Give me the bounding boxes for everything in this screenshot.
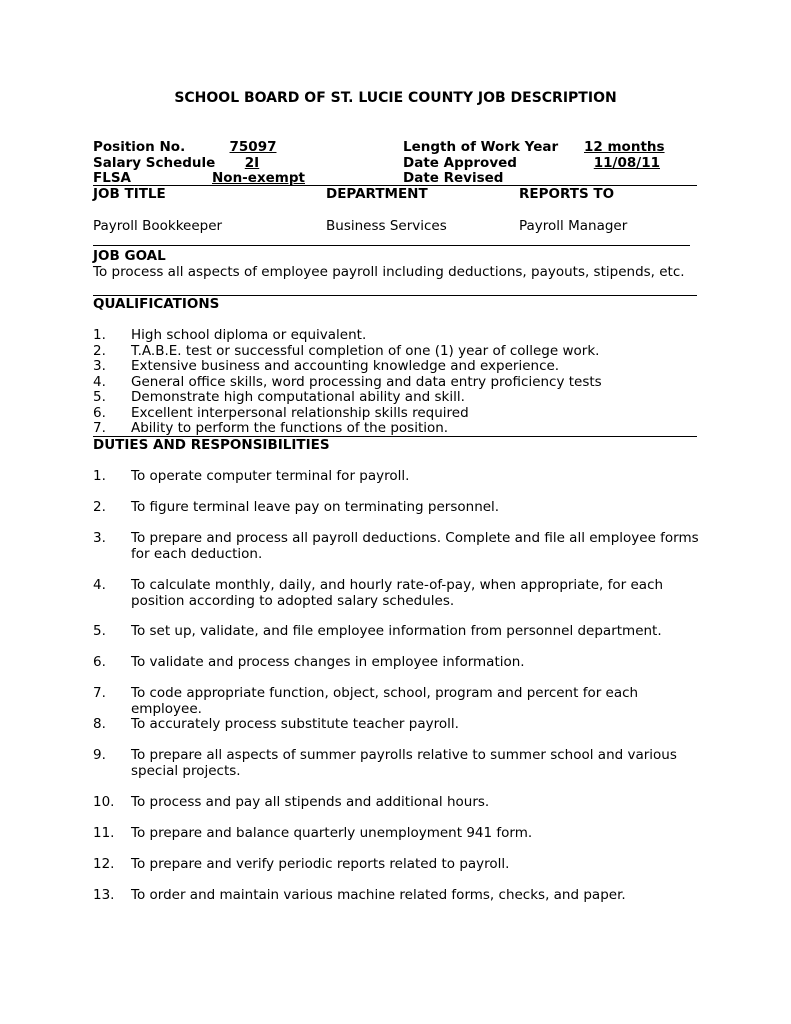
duty-number: 13. <box>93 887 115 903</box>
duty-item: To set up, validate, and file employee information from personnel department. <box>131 623 662 639</box>
duty-number: 4. <box>93 577 106 593</box>
qualification-item: Ability to perform the functions of the position. <box>131 420 449 436</box>
qualification-number: 3. <box>93 358 106 374</box>
qualification-item: Demonstrate high computational ability and skill. <box>131 389 465 405</box>
date-approved-label: Date Approved <box>403 155 517 171</box>
duty-number: 8. <box>93 716 106 732</box>
duty-item: To prepare all aspects of summer payrolls relative to summer school and various special projects. <box>131 747 677 779</box>
qualification-number: 7. <box>93 420 106 436</box>
qualification-number: 2. <box>93 343 106 359</box>
qualification-number: 1. <box>93 327 106 343</box>
duty-item: To prepare and process all payroll deductions. Complete and file all employee forms for each deduction. <box>131 530 699 562</box>
qualification-item: High school diploma or equivalent. <box>131 327 367 343</box>
flsa-value: Non-exempt <box>212 170 305 186</box>
salary-schedule-label: Salary Schedule <box>93 155 216 171</box>
flsa-label: FLSA <box>93 170 131 186</box>
duty-number: 3. <box>93 530 106 546</box>
duty-item: To operate computer terminal for payroll. <box>131 468 410 484</box>
duties-heading: DUTIES AND RESPONSIBILITIES <box>93 437 330 453</box>
reports-to-value: Payroll Manager <box>519 218 628 234</box>
reports-to-header: REPORTS TO <box>519 186 615 202</box>
qualifications-heading: QUALIFICATIONS <box>93 296 220 312</box>
qualification-item: Excellent interpersonal relationship skills required <box>131 405 469 421</box>
duty-item: To prepare and balance quarterly unemployment 941 form. <box>131 825 533 841</box>
job-goal-heading: JOB GOAL <box>93 248 166 264</box>
date-revised-value <box>583 170 660 186</box>
duty-number: 11. <box>93 825 115 841</box>
duty-item: To validate and process changes in employee information. <box>131 654 525 670</box>
position-no-value: 75097 <box>229 139 277 155</box>
duty-number: 2. <box>93 499 106 515</box>
qualification-number: 4. <box>93 374 106 390</box>
duty-item: To prepare and verify periodic reports related to payroll. <box>131 856 510 872</box>
duty-item: To calculate monthly, daily, and hourly rate-of-pay, when appropriate, for each position according to adopted salary schedules. <box>131 577 664 609</box>
duty-number: 5. <box>93 623 106 639</box>
duty-item: To figure terminal leave pay on terminating personnel. <box>131 499 500 515</box>
duty-number: 12. <box>93 856 115 872</box>
department-value: Business Services <box>326 218 447 234</box>
document-title: SCHOOL BOARD OF ST. LUCIE COUNTY JOB DESCRIPTION <box>174 90 617 106</box>
duty-number: 1. <box>93 468 106 484</box>
qualification-number: 6. <box>93 405 106 421</box>
length-of-work-year-value: 12 months <box>584 139 665 155</box>
duty-number: 9. <box>93 747 106 763</box>
job-goal-text: To process all aspects of employee payroll including deductions, payouts, stipends, etc. <box>93 264 685 280</box>
length-of-work-year-label: Length of Work Year <box>403 139 559 155</box>
duty-number: 6. <box>93 654 106 670</box>
qualification-item: Extensive business and accounting knowledge and experience. <box>131 358 560 374</box>
department-header: DEPARTMENT <box>326 186 428 202</box>
qualification-item: General office skills, word processing and data entry proficiency tests <box>131 374 602 390</box>
date-revised-label: Date Revised <box>403 170 504 186</box>
duty-number: 10. <box>93 794 115 810</box>
date-approved-value: 11/08/11 <box>593 155 660 171</box>
job-title-header: JOB TITLE <box>93 186 166 202</box>
duty-item: To accurately process substitute teacher payroll. <box>131 716 459 732</box>
job-title-value: Payroll Bookkeeper <box>93 218 223 234</box>
qualification-number: 5. <box>93 389 106 405</box>
duty-number: 7. <box>93 685 106 701</box>
qualification-item: T.A.B.E. test or successful completion of one (1) year of college work. <box>131 343 600 359</box>
duty-item: To process and pay all stipends and additional hours. <box>131 794 490 810</box>
duty-item: To order and maintain various machine related forms, checks, and paper. <box>131 887 626 903</box>
columns-rule <box>93 245 690 246</box>
salary-schedule-value: 2I <box>244 155 260 171</box>
duty-item: To code appropriate function, object, school, program and percent for each employee. <box>131 685 639 717</box>
position-no-label: Position No. <box>93 139 186 155</box>
